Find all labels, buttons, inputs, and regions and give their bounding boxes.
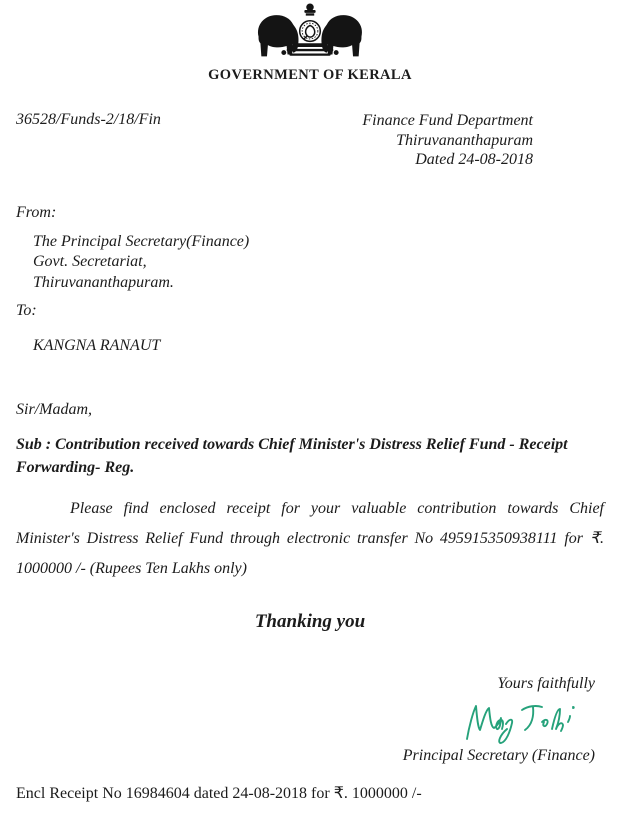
- department-name: Finance Fund Department: [362, 112, 533, 129]
- reference-row: [0, 111, 620, 170]
- salutation: Sir/Madam,: [16, 401, 92, 418]
- to-label: To:: [16, 302, 37, 319]
- letter-date: Dated 24-08-2018: [415, 151, 533, 168]
- department-date-block: [362, 111, 533, 170]
- thanking-you: Thanking you: [254, 611, 366, 632]
- signature-block: [0, 699, 582, 747]
- sender-address: [33, 232, 620, 294]
- from-label: From:: [16, 203, 57, 221]
- recipient-name: KANGNA RANAUT: [33, 337, 161, 354]
- reference-number: 36528/Funds-2/18/Fin: [16, 111, 161, 128]
- department-city: Thiruvananthapuram: [396, 131, 533, 149]
- signature-handwriting-icon: [464, 699, 582, 745]
- enclosure-line: Encl Receipt No 16984604 dated 24-08-2018 for ₹. 1000000 /-: [16, 785, 422, 802]
- sender-line-1: The Principal Secretary(Finance): [33, 232, 250, 250]
- closing-salutation: Yours faithfully: [497, 675, 595, 692]
- signatory-designation: Principal Secretary (Finance): [402, 747, 595, 764]
- kerala-government-emblem-icon: [249, 3, 371, 61]
- letter-body: Please find enclosed receipt for your valuable contribution towards Chief Minister's Distress Relief Fund through electronic transfer No 495915350938111 for ₹. 1000000 /- (Rupees Ten Lakhs only): [16, 500, 604, 577]
- letterhead: [0, 0, 620, 84]
- sender-line-3: Thiruvananthapuram.: [33, 273, 174, 291]
- subject-line: Sub : Contribution received towards Chief Minister's Distress Relief Fund - Receipt Forwarding- Reg.: [16, 436, 568, 476]
- sender-line-2: Govt. Secretariat,: [33, 253, 147, 270]
- government-title: GOVERNMENT OF KERALA: [208, 67, 412, 83]
